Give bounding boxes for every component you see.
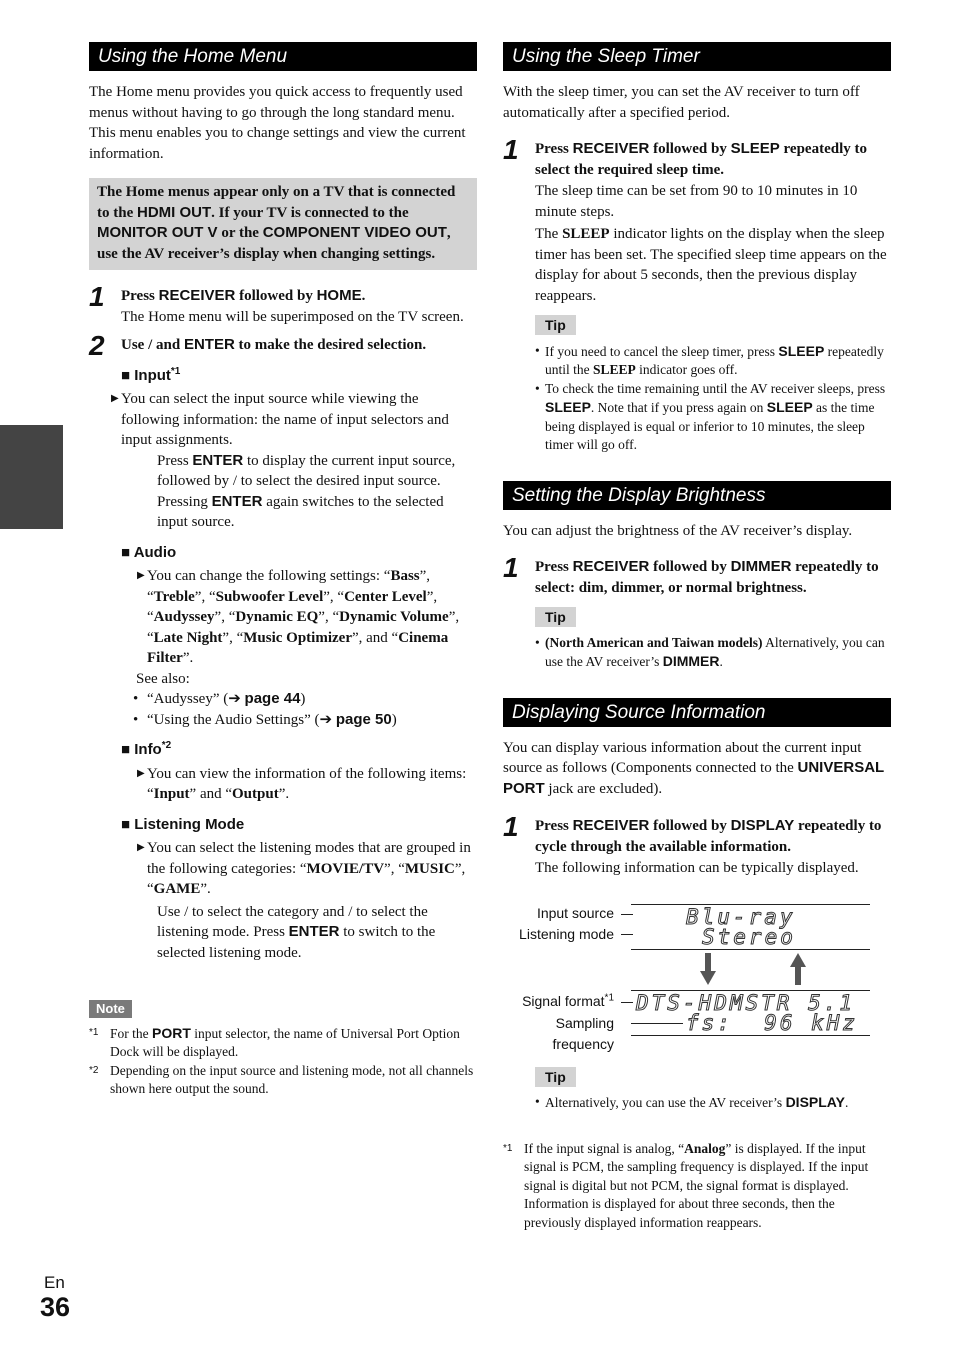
home-menu-heading: Using the Home Menu (89, 42, 477, 71)
step-number: 1 (89, 281, 105, 312)
display-brightness-heading: Setting the Display Brightness (503, 481, 891, 510)
sleep-tip: Tip • If you need to cancel the sleep timer, press SLEEP repeatedly until the SLEEP indicator goes off. • To check the time remaining until the AV receiver sleeps, press SLEEP. Note that if you press again on SLEEP as the time being displayed is equal or inferior to 10 minutes, the sleep timer will go off. (535, 317, 886, 452)
tip-label: Tip (535, 607, 576, 627)
step-number: 2 (89, 330, 105, 361)
left-column (89, 42, 477, 1099)
step-number: 1 (503, 552, 519, 583)
step-number: 1 (503, 134, 519, 165)
arrow-right-icon: ▶ (137, 767, 145, 779)
lcd-listening-mode: Stereo (702, 924, 796, 949)
label-input-source: Input source (536, 904, 614, 921)
arrow-right-icon: ▶ (137, 842, 145, 853)
sleep-step-1: 1 Press RECEIVER followed by SLEEP repeatedly to select the required sleep time. The sleep time can be set from 90 to 10 minutes in 10 minute steps. The SLEEP indicator lights on the display when the sleep timer has been set. The specified sleep time appears on the display for about 5 seconds, then the previous display reappears. (503, 139, 891, 306)
arrow-up-icon (790, 953, 806, 985)
home-intro: The Home menu provides you quick access to frequently used menus without having to go through the long standard menu. This menu enables you to change settings and view the current information. (89, 84, 466, 162)
step-number: 1 (503, 811, 519, 842)
arrow-right-icon: ▶ (111, 393, 119, 404)
home-info-item: ■ Info$^{*2}$ ▶ You can view the information of the following items: “Input” and “Output”. (121, 740, 467, 802)
note-label: Note (89, 1000, 132, 1018)
label-sampling: Sampling (555, 1014, 614, 1031)
home-step-2 (89, 330, 477, 361)
lcd-signal-format: DTS-HDMSTR 5.1 (636, 990, 856, 1015)
brightness-tip: Tip • (North American and Taiwan models) Alternatively, you can use the AV receiver’s DIMMER. (535, 609, 885, 669)
home-audio-item: ■ Audio ▶ You can change the following settings: “Bass”, “Treble”, “Subwoofer Level”, “Center Level”, “Audyssey”, “Dynamic EQ”, “Dynamic Volume”, “Late Night”, “Music Optimizer”, and “Cinema Filter”. See also: • “Audyssey” (➔ page 44) • “Using the Audio Settings” (➔ page 50) (121, 543, 477, 731)
sleep-timer-heading: Using the Sleep Timer (503, 42, 891, 71)
step-title: Press RECEIVER followed by DISPLAY repeatedly to cycle through the available information. (535, 817, 882, 855)
page-number: 36 (40, 1292, 71, 1322)
lcd-input-source: Blu-ray (686, 904, 796, 929)
tip-label: Tip (535, 315, 576, 335)
display-diagram (503, 899, 891, 1067)
label-signal-format: Signal format$^{*1}$ (522, 991, 614, 1009)
footnote-2: *2 Depending on the input source and listening mode, not all channels shown here output the sound. (89, 1062, 474, 1096)
brightness-intro: You can adjust the brightness of the AV receiver’s display. (503, 522, 853, 539)
audyssey-link[interactable]: • “Audyssey” (➔ page 44) (133, 690, 306, 707)
arrow-right-icon: ▶ (137, 570, 145, 581)
note-section (89, 999, 477, 1099)
step-title: Use / and ENTER to make the desired selection. (121, 336, 427, 353)
display-cycle-arrows (699, 953, 819, 987)
footnote-1: *1 For the PORT input selector, the name of Universal Port Option Dock will be displayed. (89, 1024, 460, 1059)
home-listening-item: ■ Listening Mode ▶ You can select the listening modes that are grouped in the following categories: “MOVIE/TV”, “MUSIC”, “GAME”. Use / to select the category and / to select the listening mode. Press ENTER to switch to the selected listening mode. (121, 815, 471, 961)
step-title: Press RECEIVER followed by HOME. (121, 287, 366, 304)
source-info-heading: Displaying Source Information (503, 698, 891, 727)
label-listening-mode: Listening mode (519, 925, 614, 942)
brightness-step-1 (503, 552, 891, 598)
label-frequency: frequency (552, 1035, 614, 1052)
home-step-1 (89, 281, 477, 327)
right-column (503, 42, 891, 1232)
chapter-side-tab (0, 425, 63, 529)
source-step-1: 1 Press RECEIVER followed by DISPLAY repeatedly to cycle through the available information. The following information can be typically displayed. (503, 816, 891, 879)
step-title: Press RECEIVER followed by SLEEP repeatedly to select the required sleep time. (535, 140, 867, 178)
step-title: Press RECEIVER followed by DIMMER repeatedly to select: dim, dimmer, or normal brightness. (535, 558, 879, 596)
sleep-intro: With the sleep timer, you can set the AV receiver to turn off automatically after a specified period. (503, 84, 860, 121)
arrow-down-icon (700, 953, 716, 985)
home-warning-box: The Home menus appear only on a TV that is connected to the HDMI OUT. If your TV is connected to the MONITOR OUT V or the COMPONENT VIDEO OUT, use the AV receiver’s display when changing settings. (89, 178, 477, 270)
audio-settings-link[interactable]: • “Using the Audio Settings” (➔ page 50) (133, 710, 397, 728)
lcd-sampling-frequency: fs: 96 kHz (686, 1010, 859, 1035)
source-footnote: *1 If the input signal is analog, “Analog” is displayed. If the input signal is PCM, the sampling frequency is displayed. If the input signal is digital but not PCM, the signal format is displayed. Information is displayed for about three seconds, then the previously displayed information reappears. (503, 1140, 869, 1230)
home-input-item: ■ Input$^{*1}$ ▶ You can select the input source while viewing the following information: the name of input selectors and input assignments. Press ENTER to display the current input source, followed by / to select the desired input source. Pressing ENTER again switches to the selected input source. (111, 365, 456, 530)
source-intro: You can display various information about the current input source as follows (Components connected to the UNIVERSAL PORT jack are excluded). (503, 739, 884, 797)
source-tip: Tip • Alternatively, you can use the AV receiver’s DISPLAY. (535, 1068, 849, 1110)
tip-label: Tip (535, 1067, 576, 1087)
step-body: The Home menu will be superimposed on the TV screen. (121, 308, 464, 325)
page-language: En (44, 1273, 65, 1292)
